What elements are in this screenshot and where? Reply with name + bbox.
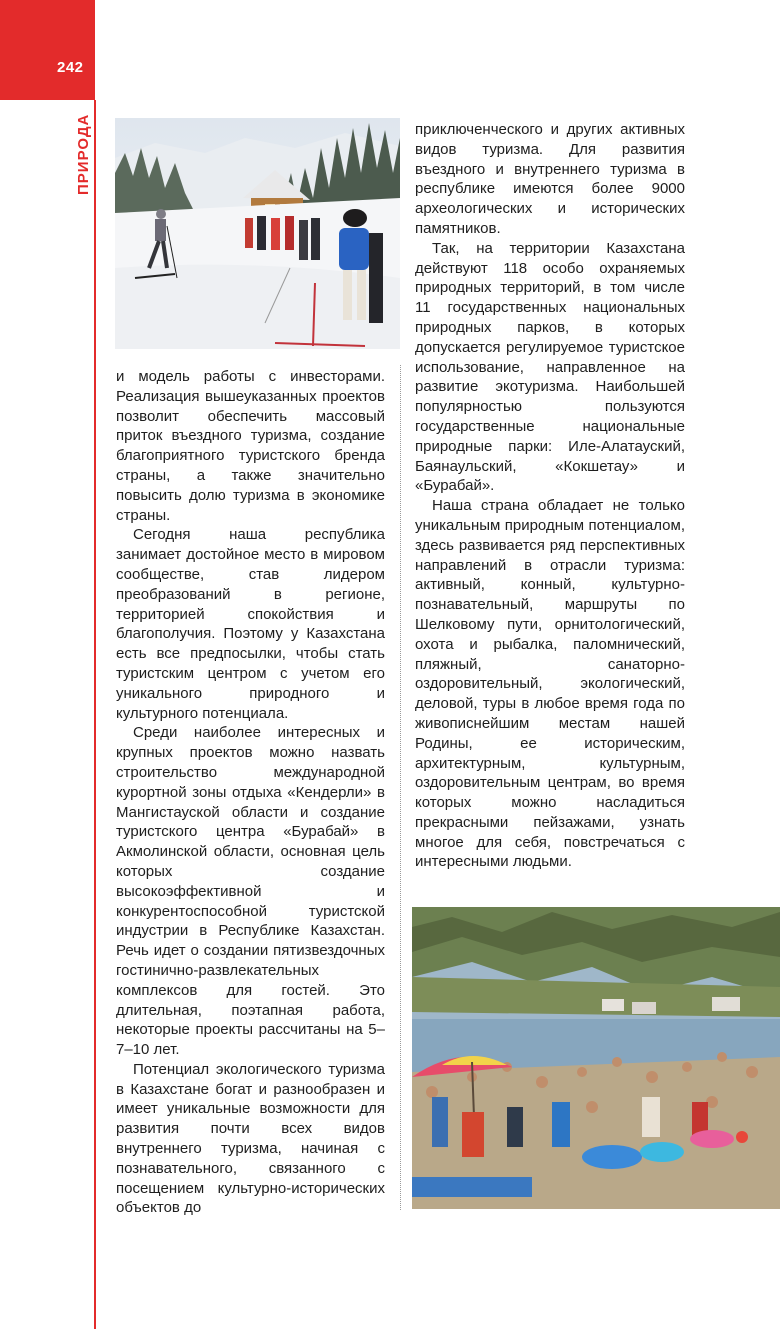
column-divider <box>400 365 401 1210</box>
paragraph: Среди наиболее интересных и крупных проектов можно назвать строительство международной курортной зоны отдыха «Кендерли» в Мангистауской области и создание туристского центра «Бурабай» в Акмолинской области, основная цель которых создание высокоэффективной и конкурентоспособной туристской индустрии в Республике Казахстан. Речь идет о создании пятизвездочных гостинично-развлекательных комплексов для гостей. Это длительная, поэтапная работа, некоторые проекты рассчитаны на 5–7–10 лет. <box>116 724 385 1059</box>
section-label: ПРИРОДА <box>75 113 92 195</box>
ski-resort-photo <box>115 118 400 349</box>
paragraph: Потенциал экологического туризма в Казахстане богат и разнообразен и имеет уникальные возможности для развития почти всех видов внутреннего туризма, начиная с познавательного, связанного с посещением культурно-исторических объектов до <box>116 1060 385 1217</box>
ski-resort-illustration <box>115 118 400 349</box>
page-number-box <box>0 0 95 100</box>
side-rule <box>94 100 96 1329</box>
left-text-column <box>116 367 385 1218</box>
paragraph: Сегодня наша республика занимает достойное место в мировом сообществе, став лидером преобразований в регионе, территорией спокойствия и благополучия. Поэтому у Казахстана есть все предпосылки, чтобы стать туристским центром с учетом его уникального природного и культурного потенциала. <box>116 526 385 722</box>
paragraph: Так, на территории Казахстана действуют 118 особо охраняемых природных территорий, в том числе 11 государственных национальных природных парков, в которых допускается регулируемое туристское использование, направленное на развитие экотуризма. Наибольшей популярностью пользуются государственные национальные природные парки: Иле-Алатауский, Баянаульский, «Кокшетау» и «Бурабай». <box>415 239 685 495</box>
paragraph: приключенческого и других активных видов туризма. Для развития въездного и внутреннего туризма в республике имеются более 9000 археологических и исторических памятников. <box>415 121 685 237</box>
right-text-column <box>415 120 685 872</box>
lake-beach-illustration <box>412 907 780 1209</box>
lake-beach-photo <box>412 907 780 1209</box>
paragraph: и модель работы с инвесторами. Реализация вышеуказанных проектов позволит обеспечить массовый приток въездного туризма, создание благоприятного туристского бренда страны, а также значительно повысить долю туризма в экономике страны. <box>116 368 385 524</box>
page-number: 242 <box>57 59 84 76</box>
paragraph: Наша страна обладает не только уникальным природным потенциалом, здесь развивается ряд перспективных направлений в отрасли туризма: активный, конный, культурно-познавательный, маршруты по Шелковому пути, орнитологический, охота и рыбалка, паломнический, пляжный, санаторно-оздоровительный, экологический, деловой, туры в любое время года по живописнейшим местам нашей Родины, ее историческим, архитектурным, культурным, оздоровительным центрам, во время которых можно насладиться прекрасными пейзажами, узнать многое для себя, повстречаться с интересными людьми. <box>415 497 685 871</box>
